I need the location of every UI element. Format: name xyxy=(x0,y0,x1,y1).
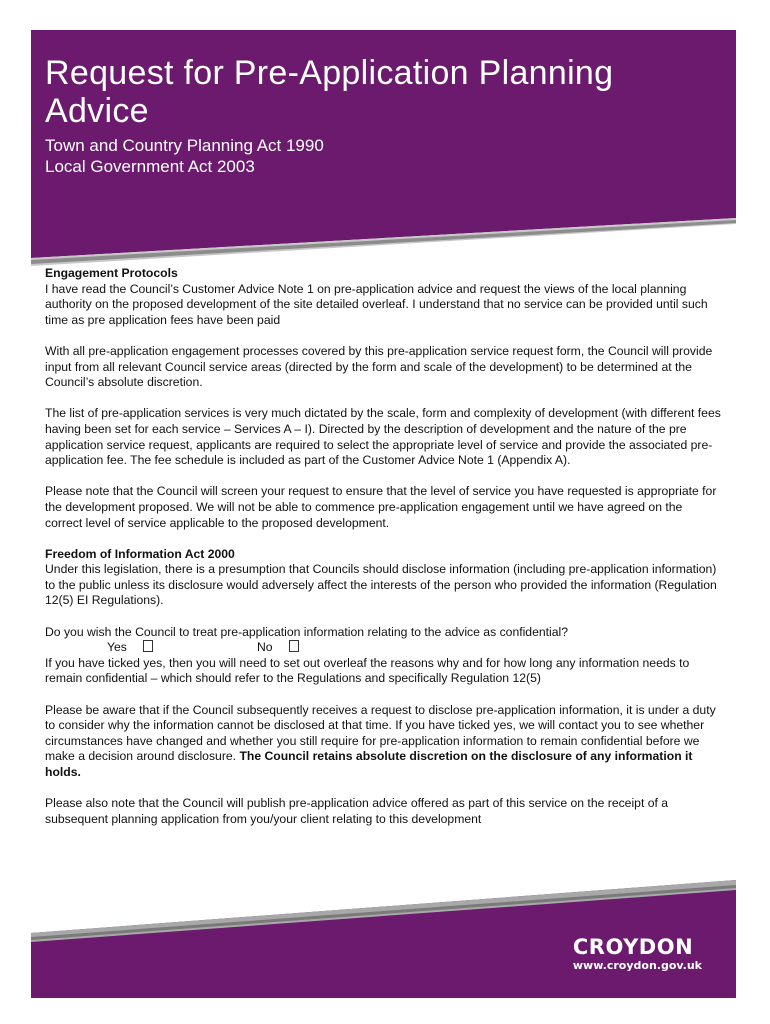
confidentiality-question-block xyxy=(45,625,721,687)
foi-heading: Freedom of Information Act 2000 xyxy=(45,546,235,561)
engagement-paragraph-3: The list of pre-application services is very much dictated by the scale, form and complexity of development (with different fees having been set for each service – Services A – I). Directed by the description of development and the nature of the pre application service request, applicants are required to select the appropriate level of service and provide the associated pre-application fee. The fee schedule is included as part of the Customer Advice Note 1 (Appendix A). xyxy=(45,406,721,468)
act-references xyxy=(45,135,324,177)
yes-no-options xyxy=(45,640,721,656)
no-label: No xyxy=(257,640,273,655)
croydon-wordmark: CROYDON xyxy=(572,935,694,959)
foi-paragraph-3-block xyxy=(45,703,721,781)
croydon-logo xyxy=(573,935,702,973)
foi-paragraph-4: Please also note that the Council will publish pre-application advice offered as part of this service on the receipt of a subsequent planning application from you/your client relating to this development xyxy=(45,796,669,826)
page-title: Request for Pre-Application Planning Advice xyxy=(45,54,614,130)
foi-paragraph-2: If you have ticked yes, then you will need to set out overleaf the reasons why and for how long any information needs to remain confidential – which should refer to the Regulations and specifically Regulation 12(5) xyxy=(45,655,690,686)
confidentiality-question: Do you wish the Council to treat pre-application information relating to the advice as confidential? xyxy=(45,624,569,639)
subtitle-line-1: Town and Country Planning Act 1990 xyxy=(45,136,324,155)
discretion-statement: The Council retains absolute discretion on the disclosure of any information it holds. xyxy=(45,749,693,779)
council-website-link[interactable]: www.croydon.gov.uk xyxy=(572,959,702,972)
no-option[interactable] xyxy=(257,640,299,656)
form-body xyxy=(45,266,721,843)
engagement-section xyxy=(45,266,721,328)
form-page xyxy=(31,30,736,998)
foi-section xyxy=(45,547,721,609)
foi-paragraph-3: Please be aware that if the Council subsequently receives a request to disclose pre-application information, it is under a duty to consider why the information cannot be disclosed at that time. If you have ticked yes, we will contact you to see whether circumstances have changed and whether you still require for pre-application information to remain confidential before we make a decision around disclosure. xyxy=(45,702,716,764)
engagement-paragraph-4: Please note that the Council will screen your request to ensure that the level of service you have requested is appropriate for the development proposed. We will not be able to commence pre-application engagement until we have agreed on the correct level of service applicable to the proposed development. xyxy=(45,484,717,530)
engagement-heading: Engagement Protocols xyxy=(45,266,178,280)
no-checkbox[interactable] xyxy=(289,640,299,652)
yes-checkbox[interactable] xyxy=(143,640,153,652)
yes-option[interactable] xyxy=(107,640,257,656)
foi-paragraph-1: Under this legislation, there is a presumption that Councils should disclose information (including pre-application information) to the public unless its disclosure would adversely affect the interests of the person who provided the information (Regulation 12(5) EI Regulations). xyxy=(45,562,717,608)
engagement-paragraph-2: With all pre-application engagement processes covered by this pre-application service request form, the Council will provide input from all relevant Council service areas (directed by the form and scale of the development) to be determined at the Council’s absolute discretion. xyxy=(45,343,713,390)
engagement-paragraph-1: I have read the Council’s Customer Advice Note 1 on pre-application advice and request the views of the local planning authority on the proposed development of the site detailed overleaf. I understand that no service can be provided until such time as pre application fees have been paid xyxy=(45,281,708,327)
subtitle-line-2: Local Government Act 2003 xyxy=(45,157,255,176)
yes-label: Yes xyxy=(107,640,127,655)
